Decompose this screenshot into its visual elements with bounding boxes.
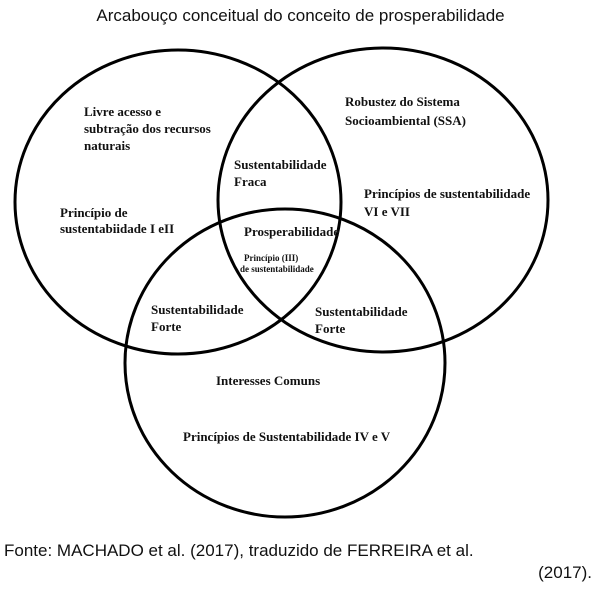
strong-left-line: Sustentabilidade (151, 302, 244, 317)
bottom-circle-principle: Princípios de Sustentabilidade IV e V (183, 429, 391, 444)
left-label-line: Livre acesso e (84, 104, 162, 119)
right-circle-principle (364, 186, 533, 219)
center-principle-line: Princípio (III) (244, 253, 299, 263)
strong-sustainability-left (151, 302, 247, 334)
left-label-line: naturais (84, 138, 131, 153)
strong-left-line: Forte (151, 319, 182, 334)
center-principle-line: de sustentabilidade (240, 264, 314, 274)
right-principle-line: VI e VII (364, 204, 410, 219)
right-label-line: Socioambiental (SSA) (345, 113, 466, 128)
left-circle-label (84, 104, 214, 153)
diagram-title: Arcabouço conceitual do conceito de prosperabilidade (96, 6, 505, 25)
strong-sustainability-right (315, 304, 411, 336)
center-principle-label (240, 253, 314, 274)
right-label-line: Robustez do Sistema (345, 94, 460, 109)
right-circle-label (345, 94, 466, 128)
weak-sustainability-label (234, 157, 330, 189)
left-principle-line: Princípio de (60, 205, 128, 220)
common-interests-label: Interesses Comuns (216, 373, 321, 388)
right-principle-line: Princípios de sustentabilidade (364, 186, 531, 201)
weak-line: Fraca (234, 174, 267, 189)
strong-right-line: Sustentabilidade (315, 304, 408, 319)
left-principle-line: sustentabiidade I eII (60, 221, 175, 236)
left-circle-principle (60, 205, 174, 236)
left-label-line: subtração dos recursos (84, 121, 211, 136)
figure-caption (4, 540, 592, 584)
caption-line-1: Fonte: MACHADO et al. (2017), traduzido de FERREIRA et al. (4, 541, 474, 560)
strong-right-line: Forte (315, 321, 346, 336)
weak-line: Sustentabilidade (234, 157, 327, 172)
prosperability-label: Prosperabilidade (244, 224, 340, 239)
caption-line-2: (2017). (538, 563, 592, 582)
